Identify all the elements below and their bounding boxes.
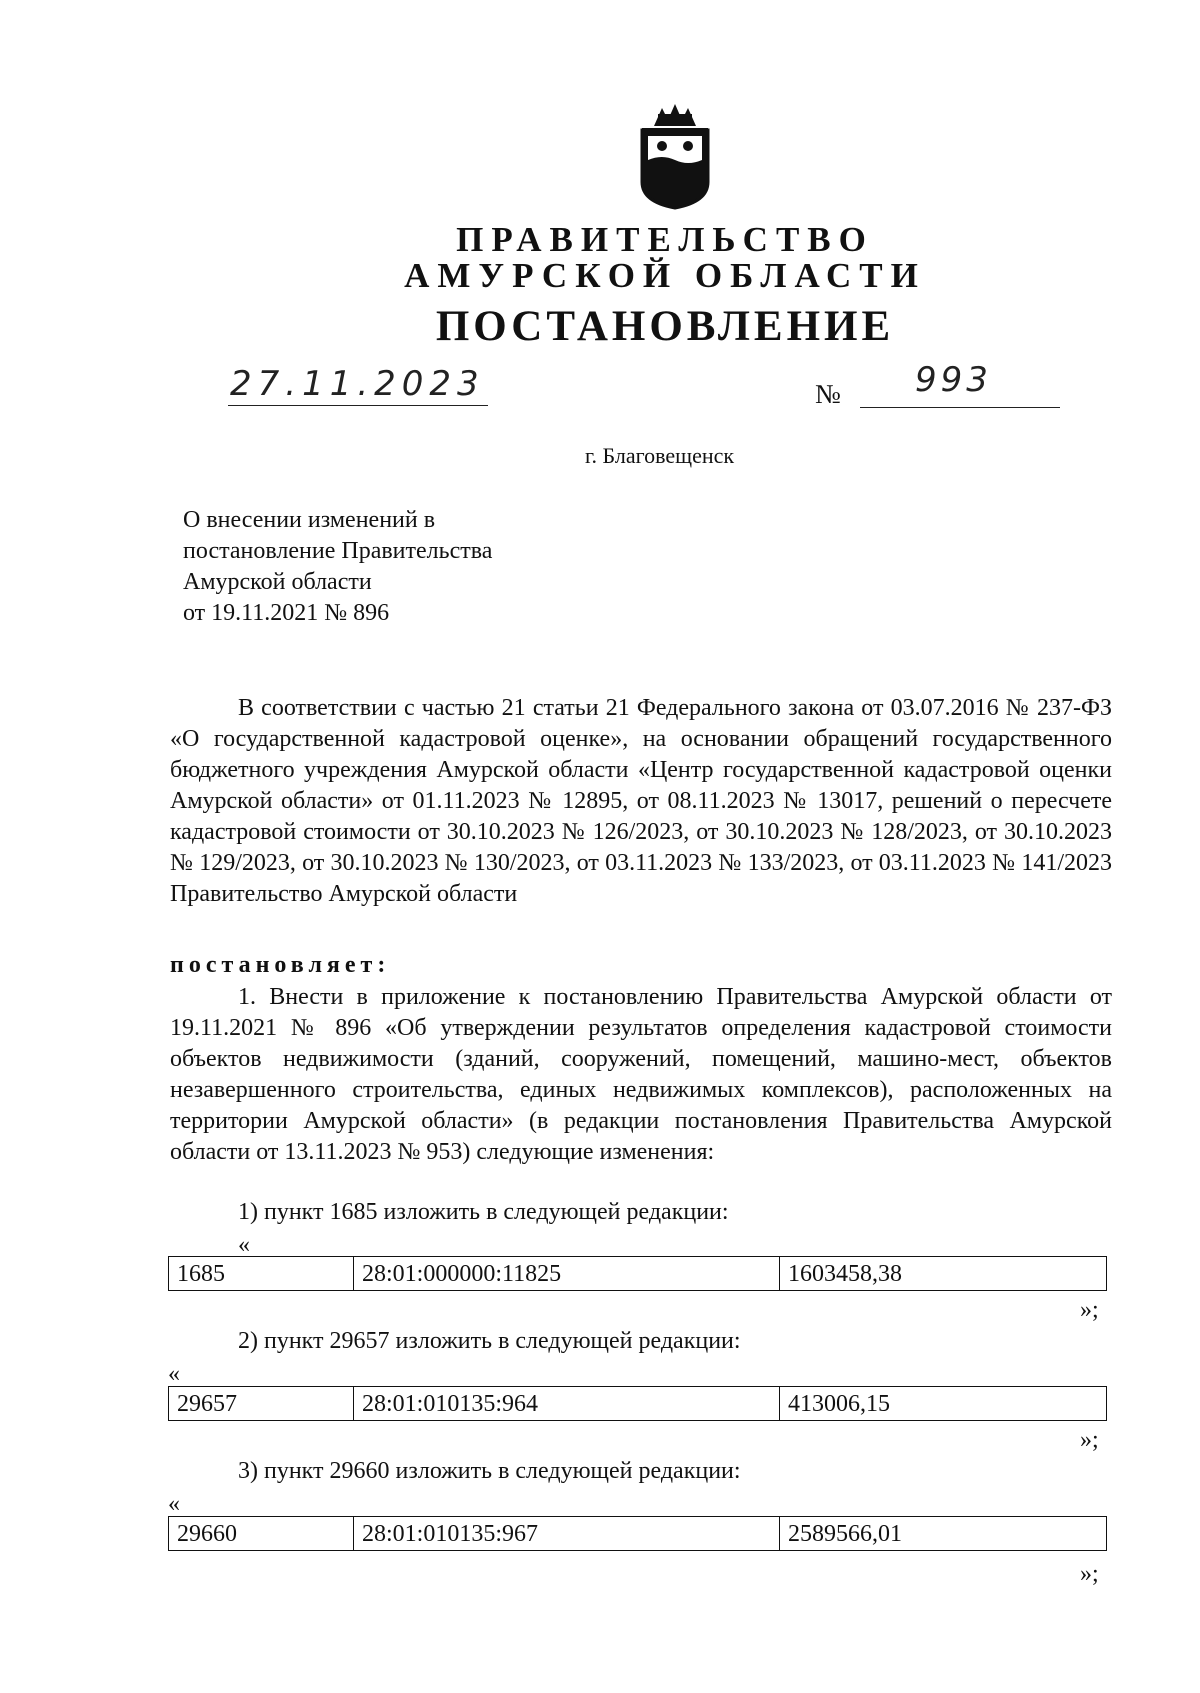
subject-line: от 19.11.2021 № 896 bbox=[183, 600, 390, 626]
table-row bbox=[169, 1257, 1107, 1291]
coat-of-arms-icon bbox=[632, 102, 718, 212]
org-title-line1: ПРАВИТЕЛЬСТВО bbox=[456, 220, 874, 259]
table-cell-value: 1603458,38 bbox=[780, 1257, 1107, 1291]
quote-open: « bbox=[238, 1232, 250, 1258]
change-table bbox=[168, 1386, 1107, 1421]
table-cell-value: 2589566,01 bbox=[780, 1517, 1107, 1551]
preamble-paragraph bbox=[170, 693, 1112, 910]
item1-text: 1. Внести в приложение к постановлению Правительства Амурской области от 19.11.2021 № 896 «Об утверждении результатов определения кадастровой стоимости объектов недвижимости (зданий, сооружений, помещений, машино-мест, объектов незавершенного строительства, единых недвижимых комплексов), расположенных на территории Амурской области» (в редакции постановления Правительства Амурской области от 13.11.2023 № 953) следующие изменения: bbox=[170, 984, 1112, 1165]
quote-close: »; bbox=[1080, 1297, 1099, 1323]
subject-line: постановление Правительства bbox=[183, 538, 493, 564]
date-underline bbox=[228, 405, 488, 406]
table-cell-cadastral: 28:01:010135:967 bbox=[354, 1517, 780, 1551]
change-table bbox=[168, 1516, 1107, 1551]
document-date: 27.11.2023 bbox=[230, 364, 485, 404]
subject-line: О внесении изменений в bbox=[183, 507, 436, 533]
quote-close: »; bbox=[1080, 1427, 1099, 1453]
subject-line: Амурской области bbox=[183, 569, 372, 595]
document-type: ПОСТАНОВЛЕНИЕ bbox=[435, 303, 895, 350]
quote-close: »; bbox=[1080, 1561, 1099, 1587]
resolves-heading: постановляет: bbox=[170, 952, 391, 978]
table-cell-number: 1685 bbox=[169, 1257, 354, 1291]
number-label: № bbox=[815, 379, 841, 409]
table-cell-number: 29657 bbox=[169, 1387, 354, 1421]
table-cell-cadastral: 28:01:010135:964 bbox=[354, 1387, 780, 1421]
document-number: 993 bbox=[915, 360, 992, 400]
number-underline bbox=[860, 407, 1060, 408]
table-cell-number: 29660 bbox=[169, 1517, 354, 1551]
org-title-line2: АМУРСКОЙ ОБЛАСТИ bbox=[404, 256, 926, 295]
change-intro: 1) пункт 1685 изложить в следующей редакции: bbox=[238, 1199, 729, 1225]
document-subject bbox=[183, 505, 492, 629]
item1-paragraph bbox=[170, 982, 1112, 1168]
table-row bbox=[169, 1517, 1107, 1551]
preamble-text: В соответствии с частью 21 статьи 21 Федерального закона от 03.07.2016 № 237-ФЗ «О государственной кадастровой оценке», на основании обращений государственного бюджетного учреждения Амурской области «Центр государственной кадастровой оценки Амурской области» от 01.11.2023 № 12895, от 08.11.2023 № 13017, решений о пересчете кадастровой стоимости от 30.10.2023 № 126/2023, от 30.10.2023 № 128/2023, от 30.10.2023 № 129/2023, от 30.10.2023 № 130/2023, от 03.11.2023 № 133/2023, от 03.11.2023 № 141/2023 Правительство Амурской области bbox=[170, 695, 1112, 907]
table-cell-cadastral: 28:01:000000:11825 bbox=[354, 1257, 780, 1291]
city-name: г. Благовещенск bbox=[585, 443, 735, 468]
quote-open: « bbox=[168, 1361, 180, 1387]
change-table bbox=[168, 1256, 1107, 1291]
change-intro: 3) пункт 29660 изложить в следующей редакции: bbox=[238, 1458, 741, 1484]
quote-open: « bbox=[168, 1491, 180, 1517]
table-cell-value: 413006,15 bbox=[780, 1387, 1107, 1421]
table-row bbox=[169, 1387, 1107, 1421]
change-intro: 2) пункт 29657 изложить в следующей редакции: bbox=[238, 1328, 741, 1354]
